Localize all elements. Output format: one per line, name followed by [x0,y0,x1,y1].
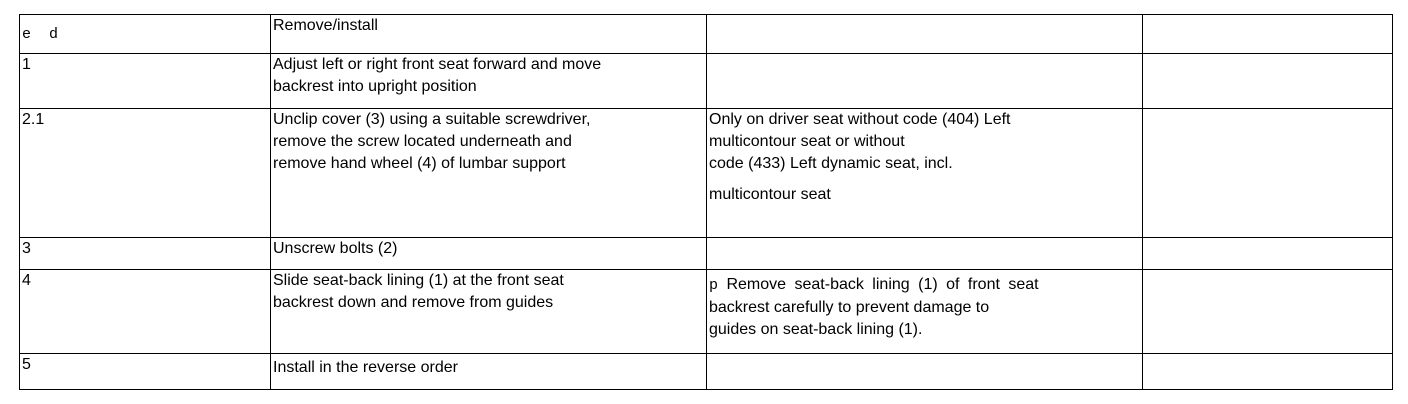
extra-header-cell [1143,15,1393,54]
action-cell [271,354,707,390]
action-text-line: Unclip cover (3) using a suitable screwdriver, [273,111,591,128]
action-cell [271,238,707,270]
action-cell [271,109,707,238]
table-row [20,238,1393,270]
note-cell [707,354,1143,390]
action-text-line: remove the screw located underneath and [273,133,572,150]
step-cell [20,109,271,238]
action-header-label: Remove/install [273,17,378,34]
note-cell [707,109,1143,238]
table-row [20,109,1393,238]
extra-cell [1143,270,1393,354]
step-number: 1 [22,56,31,73]
action-text-line: remove hand wheel (4) of lumbar support [273,155,566,172]
extra-cell [1143,109,1393,238]
action-text-line: Slide seat-back lining (1) at the front seat [273,272,564,289]
note-header-cell [707,15,1143,54]
note-text-line: backrest carefully to prevent damage to [709,299,990,316]
note-cell [707,270,1143,354]
step-cell [20,270,271,354]
table-row [20,54,1393,109]
note-text-line: code (433) Left dynamic seat, incl. [709,155,953,172]
step-cell [20,54,271,109]
step-cell [20,238,271,270]
step-header-label: e d [22,26,59,43]
extra-cell [1143,238,1393,270]
action-text-line: backrest down and remove from guides [273,294,554,311]
action-text-line: Adjust left or right front seat forward and move [273,56,602,73]
step-number: 5 [22,356,31,373]
action-text-line: Unscrew bolts (2) [273,240,398,257]
note-text-line [709,274,1140,297]
note-symbol: p [709,277,719,294]
step-number: 2.1 [22,111,45,128]
action-text-line: Install in the reverse order [273,359,458,376]
table-row [20,354,1393,390]
step-header-cell [20,15,271,54]
note-text-line: guides on seat-back lining (1). [709,321,923,338]
note-text-line: multicontour seat or without [709,133,905,150]
extra-cell [1143,354,1393,390]
step-number: 3 [22,240,31,257]
action-cell [271,54,707,109]
note-cell [707,238,1143,270]
action-cell [271,270,707,354]
step-cell [20,354,271,390]
table-header-row [20,15,1393,54]
procedure-table [19,14,1393,390]
note-cell [707,54,1143,109]
action-text-line: backrest into upright position [273,78,477,95]
note-text-first: Remove seat-back lining (1) of front seat [726,276,1039,293]
note-text-line: Only on driver seat without code (404) Left [709,111,1011,128]
table-row [20,270,1393,354]
action-header-cell [271,15,707,54]
note-text-line: multicontour seat [709,186,831,203]
step-number: 4 [22,272,31,289]
extra-cell [1143,54,1393,109]
